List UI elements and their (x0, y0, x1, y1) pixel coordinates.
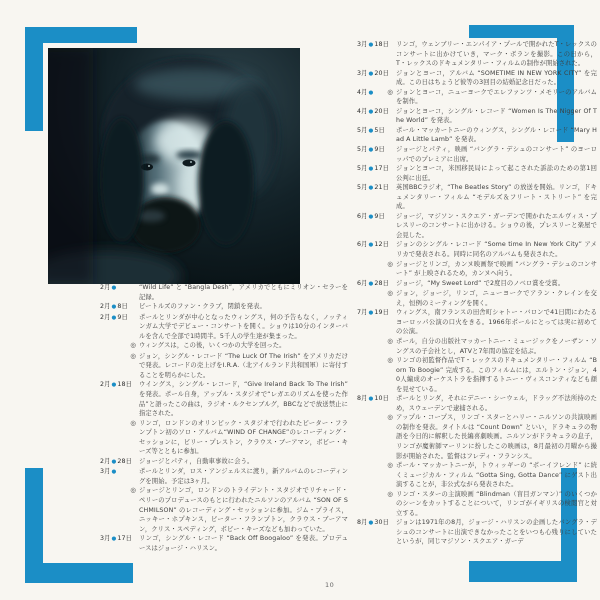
date-bullet-icon: ● (111, 458, 117, 465)
date-bullet-icon: ● (368, 166, 374, 173)
entry-date-label (357, 279, 389, 290)
entry-date-label (100, 534, 132, 545)
entry-text: ジョンのシングル・レコード “Some time In New York City” アメリカで発表される。同時に同名のアルバムも発表された。 (396, 241, 597, 259)
entry-month: 4月 (357, 88, 368, 96)
entry-date (357, 107, 393, 126)
date-bullet-icon: ● (111, 382, 117, 389)
entry-day: 9日 (374, 212, 385, 220)
entry-date-label (100, 380, 132, 391)
entry-month: 2月 (100, 284, 111, 291)
date-bullet-icon: ● (368, 89, 374, 96)
timeline-entry (357, 413, 597, 461)
timeline-entry (357, 126, 597, 145)
entry-date (357, 164, 393, 183)
timeline-entry (357, 518, 597, 547)
sub-entry-mark-icon: ◎ (387, 356, 393, 365)
entry-date (100, 534, 136, 553)
date-bullet-icon: ● (368, 127, 374, 134)
entry-date (357, 308, 393, 337)
entry-month: 4月 (357, 107, 368, 115)
date-bullet-icon: ● (368, 147, 374, 154)
entry-month: 2月 (100, 303, 111, 311)
entry-text: アップル・コープス，リンゴ・スターとハリー・ニルソンの共演映画の制作を発表。タイトルは “Count Down” といい，ドラキュラの物語を今日的に解釈した長編喜劇映画。ニルソンがドラキュラの息子，リンゴが魔術師マーリンに扮したこの映画は，8月最初の月曜から撮影が開始された。監督はフレディ・フランシス。 (396, 414, 597, 460)
entry-date-label (357, 461, 359, 472)
date-bullet-icon: ● (368, 108, 374, 115)
sub-entry-mark-icon: ◎ (387, 461, 393, 470)
entry-text: リンゴ，ウェンブリー・エンパイア・プールで開かれたT・レックスのコンサートに出かけていき，マーク・ボランを撮影。この日から，T・レックスのドキュメンタリー・フィルムの制作が開始された。 (396, 41, 597, 68)
sub-entry-mark-icon: ◎ (387, 259, 393, 268)
entry-text: ポールとリンダ，それにデニー・シーウェル，ドラッグ不法所持のため，スウェーデンで逮捕される。 (396, 395, 597, 412)
entry-date-label (357, 107, 389, 118)
entry-month: 8月 (357, 519, 368, 527)
timeline-entry (357, 308, 597, 337)
entry-month: 5月 (357, 126, 368, 134)
entry-text: ジョンとヨーコ，アルバム “SOMETIME IN NEW YORK CITY” を完成。この日はちょうど彼等の3回目の結婚記念日だった。 (396, 69, 597, 87)
entry-month: 2月 (100, 457, 111, 465)
entry-month: 5月 (357, 146, 368, 154)
date-bullet-icon: ● (111, 536, 117, 543)
entry-date-label (357, 145, 385, 156)
entry-date (357, 289, 393, 308)
entry-date (357, 518, 393, 547)
entry-month: 3月 (357, 41, 368, 48)
date-bullet-icon: ● (368, 70, 374, 77)
entry-day: 30日 (374, 519, 390, 527)
entry-date-label (357, 69, 389, 80)
entry-text: ビートルズのファン・クラブ，閉鎖を発表。 (139, 303, 266, 311)
timeline-entry (100, 352, 348, 381)
timeline-entry (357, 356, 597, 394)
entry-month: 6月 (357, 279, 368, 287)
entry-text: ポール・マッカートニーのウィングス，シングル・レコード “Mary Had A Little Lamb” を発表。 (396, 126, 597, 144)
entry-day: 18日 (374, 41, 390, 48)
entry-text: ジョージとパティ，自動車事故に会う。 (139, 457, 254, 465)
entry-date (357, 40, 393, 69)
timeline-entry (357, 40, 597, 69)
entry-date (100, 457, 136, 468)
entry-text: リンゴ，ロンドンのオリンピック・スタジオで行われたピーター・フランプトン初のソロ・アルバム“WIND OF CHANGE”のレコーディング・セッションに，ビリー・プレストン，クラウス・ブーアマン，ボビー・キーズ等とともに参加。 (139, 419, 348, 456)
entry-date (100, 380, 136, 418)
timeline-entry (357, 289, 597, 308)
entry-date-label (100, 283, 117, 294)
entry-month: 3月 (100, 535, 111, 543)
timeline-entry (100, 486, 348, 534)
date-bullet-icon: ● (111, 469, 117, 476)
timeline-entry (357, 88, 597, 107)
date-bullet-icon: ● (368, 242, 374, 249)
entry-text: ジョンとヨーコ，米国移民局によって起こされた訴訟のための第1回公判に出廷。 (396, 165, 597, 182)
entry-date-label (100, 419, 102, 430)
timeline-entry (357, 260, 597, 279)
date-bullet-icon: ● (368, 280, 374, 287)
timeline-entry (357, 69, 597, 88)
entry-date (100, 302, 136, 313)
timeline-entry (100, 380, 348, 418)
entry-text: ジョンは1971年の8月，ジョージ・ハリスンの企画したバングラ・デシュのコンサートに出演できなかったことをいつも心残りにしていたというが，同じマジソン・スクエア・ガーデ (396, 519, 597, 546)
entry-day: 19日 (374, 309, 390, 317)
entry-month: 5月 (357, 165, 368, 173)
timeline-entry (100, 457, 348, 468)
entry-date (357, 461, 393, 490)
timeline-column-right (357, 40, 597, 564)
date-bullet-icon: ● (111, 304, 117, 311)
entry-date (357, 260, 393, 279)
entry-text: ウイングス，シングル・レコード，“Give Ireland Back To The Irish” を発表。ポール自身，アップル・スタジオで“レガエのリズムを使った作品”と語ったこの曲は，ラジオ・ルクセンブルグ，BBCなどで放送禁止に指定された。 (139, 381, 348, 418)
entry-date-label (357, 308, 389, 319)
date-bullet-icon: ● (368, 520, 374, 527)
timeline-entry (357, 279, 597, 290)
ringo-starr-portrait-photo (48, 48, 300, 284)
entry-month: 2月 (100, 313, 111, 321)
entry-text: ポールとリンダ，ロス・アンジェルスに渡り，新アルバムのレコーディングを開始。予定は3ヶ月。 (139, 468, 348, 485)
entry-date (357, 240, 393, 259)
date-bullet-icon: ● (111, 285, 117, 291)
sub-entry-mark-icon: ◎ (387, 87, 393, 96)
timeline-entry (100, 534, 348, 553)
timeline-entry (357, 164, 597, 183)
timeline-entry (100, 467, 348, 486)
sub-entry-mark-icon: ◎ (130, 341, 136, 350)
entry-date (357, 413, 393, 461)
timeline-entry (357, 183, 597, 212)
entry-day: 12日 (374, 241, 390, 249)
timeline-entry (100, 283, 348, 302)
entry-date-label (100, 352, 102, 363)
entry-date-label (100, 341, 102, 352)
entry-day: 9日 (374, 146, 385, 154)
entry-date (357, 183, 393, 212)
entry-text: リンゴ，シングル・レコード “Back Off Boogaloo” を発表。プロデュースはジョージ・ハリスン。 (139, 535, 348, 552)
entry-date-label (357, 40, 389, 51)
entry-text: “Wild Life” と “Bangla Desh”，アメリカでともにミリオン・セラーを記録。 (139, 284, 348, 301)
date-bullet-icon: ● (111, 314, 117, 321)
entry-date (357, 126, 393, 145)
portrait-illustration (48, 48, 300, 284)
entry-text: ポール，自分の出版社マッカートニー・ミュージックをノーザン・ソングスの子会社とし，ATVと7年間の協定を結ぶ。 (396, 337, 597, 355)
entry-date (100, 486, 136, 534)
entry-text: ポール・マッカートニーが，トウィッギーの “ボーイフレンド” に続くミュージカル・フィルム “Gotta Sing, Gotta Dance” にゲスト出演することが，非公式ながら発表された。 (396, 462, 597, 489)
timeline-column-left (100, 283, 348, 559)
entry-text: ジョンとヨーコ，シングル・レコード “Women Is The Nigger Of The World” を発表。 (396, 107, 597, 125)
timeline-entry (357, 337, 597, 356)
entry-date (357, 394, 393, 413)
entry-day: 18日 (117, 381, 133, 389)
entry-date (100, 352, 136, 381)
entry-date (357, 356, 393, 394)
entry-text: リンゴ・スターの主演映画 “Blindman（盲目ガンマン）” のいくつかのシーンをカットすることについて，リンゴがイギリスの検閲官と対立する。 (396, 490, 597, 517)
entry-date-label (100, 457, 132, 468)
entry-date-label (100, 313, 128, 324)
entry-date (357, 145, 393, 164)
date-bullet-icon: ● (368, 396, 374, 403)
entry-month: 2月 (100, 381, 111, 389)
entry-date-label (357, 240, 389, 251)
entry-month: 5月 (357, 184, 368, 192)
entry-date (100, 313, 136, 342)
entry-text: ジョン，シングル・レコード “The Luck Of The Irish” をアメリカだけで発表。レコードの売上げをI.R.A.（北アイルランド共和国軍）に寄付することを明らかにした。 (139, 352, 348, 379)
entry-date (100, 283, 136, 302)
entry-date (357, 69, 393, 88)
entry-date-label (357, 394, 389, 405)
date-bullet-icon: ● (368, 42, 374, 48)
entry-text: リンゴの初監督作品でT・レックスのドキュメンタリー・フィルム “Born To Boogie” 完成する。このフィルムには，エルトン・ジョン，40人編成のオーケストラを指揮するトニー・ヴィスコンティなども顔を見せている。 (396, 357, 597, 393)
entry-month: 6月 (357, 212, 368, 220)
entry-month: 7月 (357, 309, 368, 317)
timeline-entry (357, 394, 597, 413)
sub-entry-mark-icon: ◎ (387, 289, 393, 298)
entry-text: ジョージ，“My Sweet Lord” で2度目のノベロ賞を受賞。 (396, 279, 565, 287)
entry-month: 3月 (357, 69, 368, 77)
entry-date (100, 341, 136, 352)
entry-date (357, 279, 393, 290)
entry-day: 21日 (374, 184, 390, 192)
entry-date-label (100, 486, 102, 497)
entry-date (357, 212, 393, 241)
entry-day: 17日 (374, 165, 390, 173)
entry-month: 8月 (357, 395, 368, 403)
entry-month: 6月 (357, 241, 368, 249)
sub-entry-mark-icon: ◎ (130, 351, 136, 360)
entry-date-label (357, 356, 359, 367)
entry-day: 20日 (374, 107, 390, 115)
sub-entry-mark-icon: ◎ (387, 489, 393, 498)
entry-date-label (357, 126, 385, 137)
entry-text: ウィングス，南フランスの田舎町シャトー・バロンで41日間にわたるヨーロッパ公演の口火をきる。1966年ポールにとっては実に初めての公演。 (396, 309, 597, 336)
sub-entry-mark-icon: ◎ (130, 486, 136, 495)
entry-month: 3月 (100, 468, 111, 476)
timeline-entry (357, 212, 597, 241)
timeline-entry (100, 313, 348, 342)
timeline-entry (357, 107, 597, 126)
entry-date-label (357, 337, 359, 348)
entry-date-label (357, 212, 385, 223)
entry-day: 5日 (374, 126, 385, 134)
timeline-entry (100, 341, 348, 352)
entry-date-label (357, 183, 389, 194)
entry-date-label (100, 467, 117, 478)
timeline-entry (100, 419, 348, 457)
entry-day: 9日 (117, 313, 128, 321)
date-bullet-icon: ● (368, 213, 374, 220)
entry-day: 8日 (117, 303, 128, 311)
entry-text: ポールとリンダが中心となったウィングス，何の予告もなく，ノッティンガム大学でデビュー・コンサートを開く。ショウは10分のインターバルを含んで全部で1時間半。5千人の学生達が集まった。 (139, 313, 348, 340)
date-bullet-icon: ● (368, 185, 374, 192)
entry-day: 20日 (374, 69, 390, 77)
entry-date-label (357, 413, 359, 424)
timeline-entry (100, 302, 348, 313)
entry-date-label (357, 518, 389, 529)
timeline-entry (357, 240, 597, 259)
entry-text: ジョンとヨーコ，ニューヨークでエレファンツ・メモリーのアルバムを制作。 (396, 88, 597, 106)
entry-date (100, 419, 136, 457)
sub-entry-mark-icon: ◎ (130, 418, 136, 427)
timeline-entry (357, 461, 597, 490)
entry-date (357, 490, 393, 519)
entry-date-label (357, 164, 389, 175)
sub-entry-mark-icon: ◎ (387, 413, 393, 422)
entry-day: 10日 (374, 395, 390, 403)
entry-text: ジョージとリンゴ，ロンドンのトライデント・スタジオでリチャード・ペリーのプロデュースのもとに行われたニルソンのアルバム “SON OF SCHMILSON” のレコーディング・セッションに参加。ジム・プライス，ニッキー・ホプキンス，ピーター・フランプトン，クラウス・ブーアマン，クリス・スペディング，ボビー・キーズなども加わっていた。 (139, 487, 348, 533)
entry-date (357, 88, 393, 107)
entry-text: ジョージとパティ，映画 “バングラ・デシュのコンサート” のヨーロッパでのプレミアに出席。 (396, 146, 597, 163)
sub-entry-mark-icon: ◎ (387, 336, 393, 345)
entry-date (357, 337, 393, 356)
entry-text: ジョージとリンゴ，カンヌ映画祭で映画 “バングラ・デシュのコンサート” が上映されるため，カンヌへ向う。 (396, 260, 597, 278)
entry-date-label (100, 302, 128, 313)
timeline-entry (357, 490, 597, 519)
timeline-entry (357, 145, 597, 164)
entry-text: ジョージ，マジソン・スクエア・ガーデンで開かれたエルヴィス・プレスリーのコンサートに出かける。ショウの後，プレスリーと楽屋で会見した。 (396, 212, 597, 239)
page-number: 10 (325, 581, 335, 589)
entry-date-label (357, 260, 359, 271)
entry-text: 英国BBCラジオ，“The Beatles Story” の放送を開始。リンゴ，ドキュメンタリー・フィルム “モデルズ＆フリート・ストリート” を完成。 (396, 184, 597, 211)
entry-date-label (357, 289, 359, 300)
entry-text: ウィングスは，この後，いくつかの大学を回った。 (139, 342, 286, 350)
entry-date (100, 467, 136, 486)
entry-date-label (357, 490, 359, 501)
entry-day: 17日 (117, 535, 133, 543)
entry-text: ジョン，ジョージ，リンゴ，ニューヨークでアラン・クレインを交え，恒例のミーティングを開く。 (396, 290, 597, 307)
date-bullet-icon: ● (368, 310, 374, 317)
entry-date-label (357, 88, 374, 99)
entry-day: 28日 (117, 457, 133, 465)
entry-day: 28日 (374, 279, 390, 287)
